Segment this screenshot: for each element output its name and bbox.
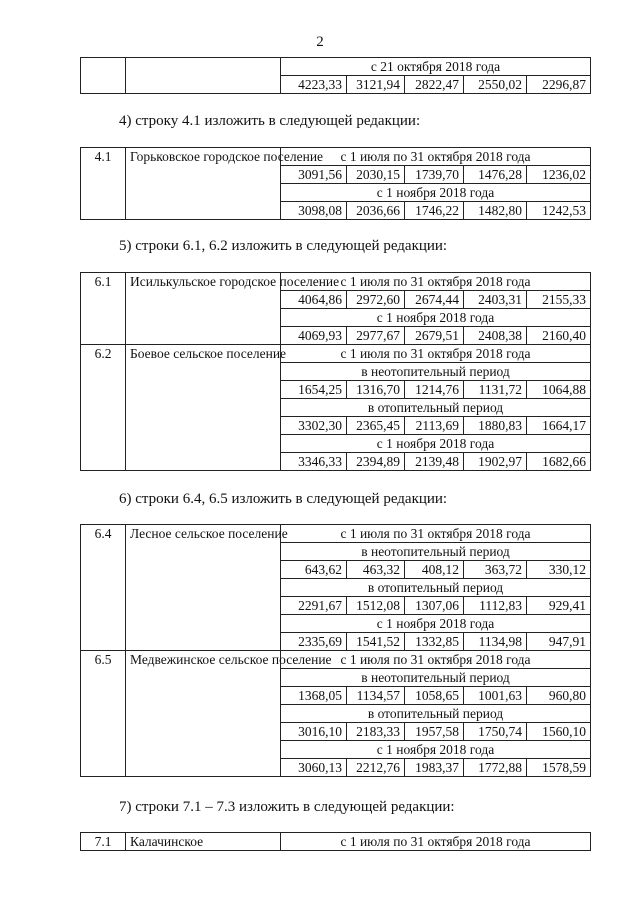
tariff-value: 330,12 [527,561,591,579]
tariff-value: 1482,80 [464,202,527,220]
row-number: 6.1 [81,273,126,345]
tariff-value: 2335,69 [281,633,347,651]
tariff-value: 2160,40 [527,327,591,345]
row-number-cell [81,58,126,94]
tariff-value: 1242,53 [527,202,591,220]
settlement-name: Калачинское [126,833,281,851]
tariff-value: 2212,76 [347,759,405,777]
row-number: 4.1 [81,148,126,220]
period-label: с 1 ноября 2018 года [281,435,591,453]
tariff-value: 3121,94 [347,76,405,94]
tariff-value: 643,62 [281,561,347,579]
tariff-value: 1058,65 [405,687,464,705]
tariff-value: 2403,31 [464,291,527,309]
tariff-value: 1332,85 [405,633,464,651]
tariff-value: 2972,60 [347,291,405,309]
tariff-value: 1560,10 [527,723,591,741]
tariff-value: 2550,02 [464,76,527,94]
top-table [80,57,591,94]
table-row [81,833,591,851]
tariff-value: 2822,47 [405,76,464,94]
table-row [81,345,591,363]
page-number: 2 [316,34,324,50]
period-label: с 1 июля по 31 октября 2018 года [281,273,591,291]
tariff-value: 1214,76 [405,381,464,399]
period-label: в неотопительный период [281,669,591,687]
tariff-value: 1739,70 [405,166,464,184]
period-label: с 21 октября 2018 года [281,58,591,76]
tariff-value: 1682,66 [527,453,591,471]
tariff-value: 1957,58 [405,723,464,741]
period-label: с 1 июля по 31 октября 2018 года [281,148,591,166]
tariff-value: 363,72 [464,561,527,579]
tariff-value: 463,32 [347,561,405,579]
row-number: 6.5 [81,651,126,777]
tariff-value: 1134,57 [347,687,405,705]
row-number: 6.4 [81,525,126,651]
section-heading: 4) строку 4.1 изложить в следующей редакции: [119,113,421,129]
table-row [81,148,591,166]
tariff-value: 3302,30 [281,417,347,435]
tariff-value: 1902,97 [464,453,527,471]
row-number: 6.2 [81,345,126,471]
tariff-value: 3098,08 [281,202,347,220]
tariff-value: 408,12 [405,561,464,579]
period-label: с 1 ноября 2018 года [281,741,591,759]
tariff-value: 2183,33 [347,723,405,741]
tariff-value: 1664,17 [527,417,591,435]
tariff-value: 960,80 [527,687,591,705]
tariff-value: 1307,06 [405,597,464,615]
period-label: с 1 ноября 2018 года [281,309,591,327]
tariff-value: 1131,72 [464,381,527,399]
tariff-table [80,832,591,851]
settlement-name: Лесное сельское поселение [126,525,281,651]
tariff-value: 3346,33 [281,453,347,471]
tariff-value: 2155,33 [527,291,591,309]
tariff-table [80,524,591,777]
period-label: в отопительный период [281,399,591,417]
tariff-value: 2408,38 [464,327,527,345]
tariff-value: 1512,08 [347,597,405,615]
tariff-value: 2977,67 [347,327,405,345]
period-label: с 1 ноября 2018 года [281,184,591,202]
tariff-value: 3091,56 [281,166,347,184]
section-heading: 5) строки 6.1, 6.2 изложить в следующей редакции: [119,238,448,254]
period-label: в неотопительный период [281,363,591,381]
settlement-name: Горьковское городское поселение [126,148,281,220]
period-label: с 1 июля по 31 октября 2018 года [281,833,591,851]
tariff-value: 2679,51 [405,327,464,345]
tariff-value: 1368,05 [281,687,347,705]
tariff-value: 2030,15 [347,166,405,184]
tariff-value: 1112,83 [464,597,527,615]
period-label: в отопительный период [281,705,591,723]
tariff-value: 1064,88 [527,381,591,399]
tariff-value: 1541,52 [347,633,405,651]
section-heading: 7) строки 7.1 – 7.3 изложить в следующей редакции: [119,799,455,815]
tariff-value: 4064,86 [281,291,347,309]
settlement-name: Боевое сельское поселение [126,345,281,471]
tariff-value: 1746,22 [405,202,464,220]
table-row [81,525,591,543]
table-row [81,273,591,291]
settlement-name: Медвежинское сельское поселение [126,651,281,777]
tariff-value: 4069,93 [281,327,347,345]
tariff-value: 929,41 [527,597,591,615]
table-row [81,58,591,76]
period-label: с 1 ноября 2018 года [281,615,591,633]
period-label: с 1 июля по 31 октября 2018 года [281,345,591,363]
tariff-value: 1134,98 [464,633,527,651]
tariff-value: 1236,02 [527,166,591,184]
tariff-table [80,272,591,471]
tariff-value: 2139,48 [405,453,464,471]
tariff-value: 1880,83 [464,417,527,435]
tariff-value: 3016,10 [281,723,347,741]
settlement-name: Исилькульское городское поселение [126,273,281,345]
section-heading: 6) строки 6.4, 6.5 изложить в следующей редакции: [119,491,448,507]
tariff-table [80,147,591,220]
period-label: в отопительный период [281,579,591,597]
tariff-value: 2113,69 [405,417,464,435]
period-label: с 1 июля по 31 октября 2018 года [281,525,591,543]
tariff-value: 2296,87 [527,76,591,94]
tariff-value: 1316,70 [347,381,405,399]
tariff-value: 1001,63 [464,687,527,705]
tariff-value: 2365,45 [347,417,405,435]
period-label: с 1 июля по 31 октября 2018 года [281,651,591,669]
tariff-value: 3060,13 [281,759,347,777]
row-name-cell [126,58,281,94]
tariff-value: 2036,66 [347,202,405,220]
tariff-value: 2291,67 [281,597,347,615]
tariff-value: 2674,44 [405,291,464,309]
row-number: 7.1 [81,833,126,851]
tariff-value: 1750,74 [464,723,527,741]
tariff-value: 947,91 [527,633,591,651]
tariff-value: 1772,88 [464,759,527,777]
tariff-value: 1476,28 [464,166,527,184]
period-label: в неотопительный период [281,543,591,561]
tariff-value: 1983,37 [405,759,464,777]
tariff-value: 1654,25 [281,381,347,399]
tariff-value: 1578,59 [527,759,591,777]
table-row [81,651,591,669]
tariff-value: 2394,89 [347,453,405,471]
tariff-value: 4223,33 [281,76,347,94]
